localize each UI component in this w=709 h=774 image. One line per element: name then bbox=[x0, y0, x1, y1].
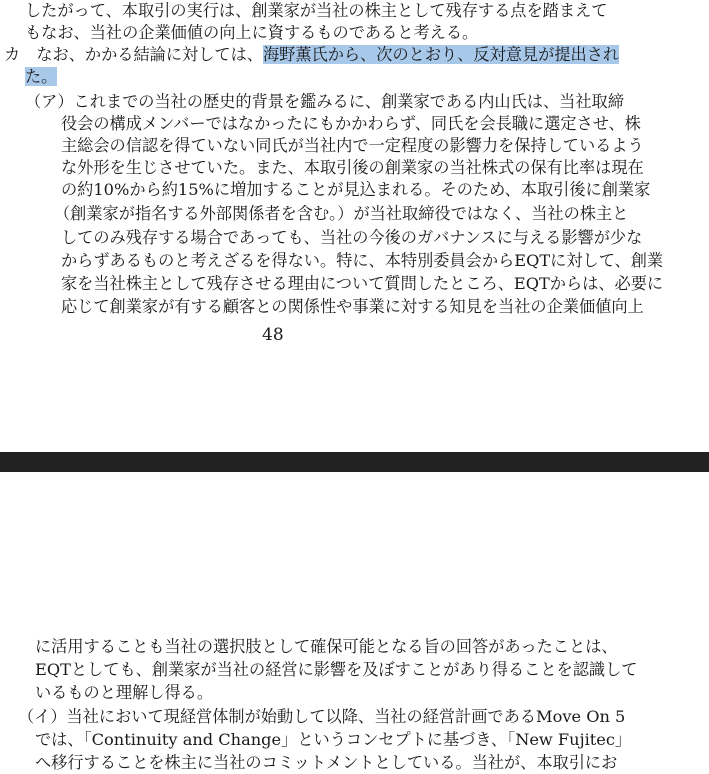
text-line: したがって、本取引の実行は、創業家が当社の株主として残存する点を踏まえて bbox=[25, 1, 608, 20]
text-line: からずあるものと考えざるを得ない。特に、本特別委員会からEQTに対して、創業 bbox=[61, 251, 664, 270]
text-line: してのみ残存する場合であっても、当社の今後のガバナンスに与える影響が少な bbox=[61, 228, 643, 247]
page-separator bbox=[0, 452, 709, 472]
text-line: な外形を生じさせていた。また、本取引後の創業家の当社株式の保有比率は現在 bbox=[61, 158, 644, 177]
text-line: （イ）当社において現経営体制が始動して以降、当社の経営計画であるMove On 5 bbox=[18, 707, 626, 726]
text-line: では、「Continuity and Change」というコンセプトに基づき、「New Fujitec」 bbox=[35, 730, 632, 749]
document-page-lower bbox=[0, 472, 709, 772]
text-line: （創業家が指名する外部関係者を含む。）が当社取締役ではなく、当社の株主と bbox=[54, 204, 629, 223]
text-line: 主総会の信認を得ていない同氏が当社内で一定程度の影響力を保持しているよう bbox=[61, 136, 644, 155]
text-line: もなお、当社の企業価値の向上に資するものであると考える。 bbox=[25, 23, 479, 42]
highlighted-text[interactable]: た。 bbox=[25, 67, 58, 86]
text-line: へ移行することを株主に当社のコミットメントとしている。当社が、本取引にお bbox=[35, 753, 618, 772]
text-line-with-highlight bbox=[25, 66, 57, 88]
text-line: 役会の構成メンバーではなかったにもかかわらず、同氏を会長職に選定させ、株 bbox=[61, 114, 641, 133]
text-span: カ なお、かかる結論に対しては、 bbox=[4, 45, 263, 64]
text-line: に活用することも当社の選択肢として確保可能となる旨の回答があったことは、 bbox=[35, 637, 618, 656]
text-line: EQTとしても、創業家が当社の経営に影響を及ぼすことがあり得ることを認識して bbox=[35, 660, 638, 679]
highlighted-text[interactable]: 海野薫氏から、次のとおり、反対意見が提出され bbox=[263, 45, 620, 64]
text-line: の約10%から約15%に増加することが見込まれる。そのため、本取引後に創業家 bbox=[61, 180, 651, 199]
text-line-with-highlight bbox=[4, 44, 619, 66]
text-line: （ア）これまでの当社の歴史的背景を鑑みるに、創業家である内山氏は、当社取締 bbox=[25, 92, 624, 111]
text-line: いるものと理解し得る。 bbox=[35, 683, 214, 702]
text-line: 応じて創業家が有する顧客との関係性や事業に対する知見を当社の企業価値向上 bbox=[61, 297, 644, 316]
text-line: 家を当社株主として残存させる理由について質問したところ、EQTからは、必要に bbox=[61, 274, 664, 293]
page-number: 48 bbox=[262, 325, 284, 345]
